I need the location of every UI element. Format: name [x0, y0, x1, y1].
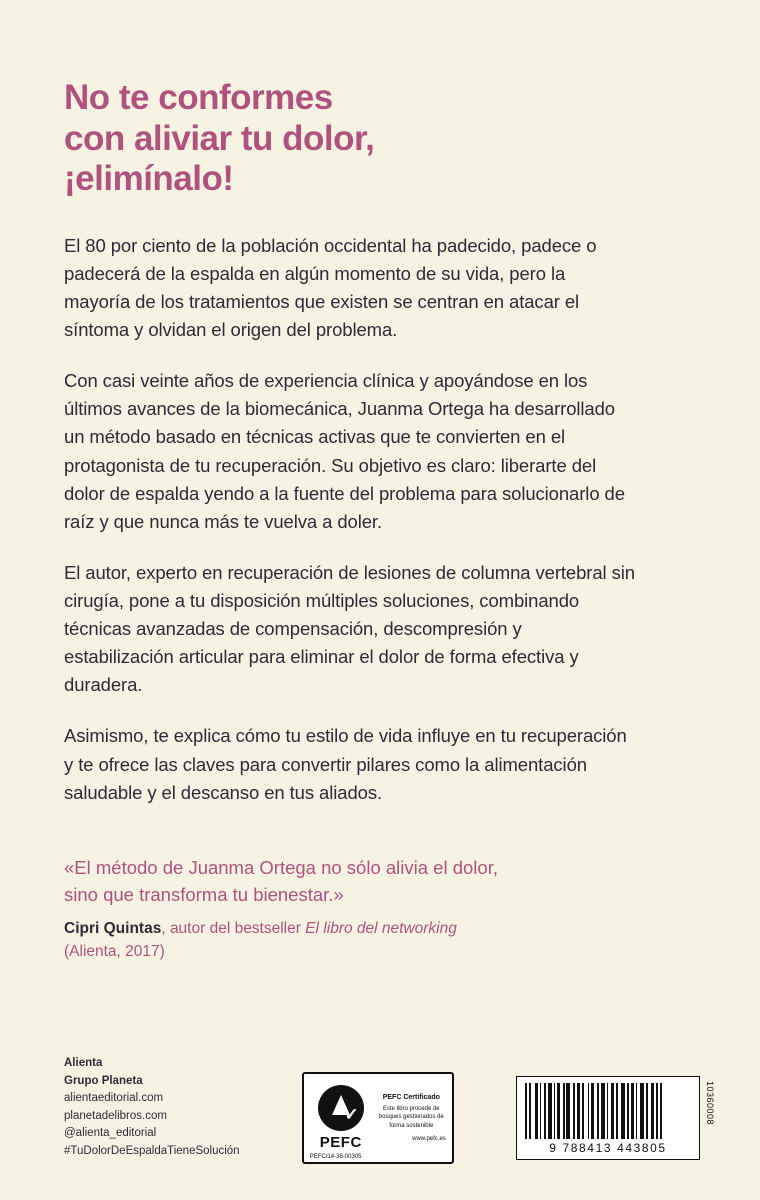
imprint-group: Grupo Planeta: [64, 1074, 143, 1087]
page-title: [64, 78, 624, 200]
blurb-quote-line-1: «El método de Juanma Ortega no sólo alivia el dolor,: [64, 856, 498, 878]
pefc-title: PEFC Certificado: [382, 1094, 440, 1102]
blurb-attribution: [64, 918, 644, 940]
imprint-name: Alienta: [64, 1057, 103, 1070]
imprint-website-1[interactable]: alientaeditorial.com: [64, 1092, 164, 1105]
endorsement-blurb: [64, 855, 644, 961]
blurb-quote: [64, 855, 644, 909]
pefc-bottom-row: [302, 1154, 454, 1160]
tree-check-icon: [318, 1085, 364, 1131]
headline-line-1: No te conformes: [64, 78, 333, 117]
pefc-code: PEFC/14-38-00305: [309, 1154, 362, 1160]
headline-line-2: con aliviar tu dolor,: [64, 118, 375, 158]
blurb-author-name: Cipri Quintas: [64, 920, 162, 938]
pefc-certification-block: [302, 1072, 454, 1160]
footer: [64, 1055, 720, 1160]
body-paragraph-4: Asimismo, te explica cómo tu estilo de vida influye en tu recuperación y te ofrece las claves para convertir pilares como la alimentación saludable y el descanso en tus aliados.: [64, 725, 627, 803]
check-icon: ✓: [344, 1105, 359, 1124]
imprint-social-handle[interactable]: @alienta_editorial: [64, 1127, 157, 1140]
imprint-website-2[interactable]: planetadelibros.com: [64, 1109, 167, 1122]
body-paragraph-1: El 80 por ciento de la población occidental ha padecido, padece o padecerá de la espalda en algún momento de su vida, pero la mayoría de los tratamientos que existen se centran en atacar el síntoma y olvidan el origen del problema.: [64, 234, 597, 341]
imprint-hashtag[interactable]: #TuDolorDeEspaldaTieneSolución: [64, 1144, 240, 1157]
body-paragraph-2: Con casi veinte años de experiencia clínica y apoyándose en los últimos avances de la biomecánica, Juanma Ortega ha desarrollado un método basado en técnicas activas que te convierten en el protagonista de tu recuperación. Su objetivo es claro: liberarte del dolor de espalda yendo a la fuente del problema para solucionarlo de raíz y que nunca más te vuelva a doler.: [64, 370, 625, 532]
blurb-quote-line-2: sino que transforma tu bienestar.»: [64, 883, 344, 905]
blurb-year: (Alienta, 2017): [64, 942, 165, 960]
blurb-attrib-lead: , autor del bestseller: [161, 920, 306, 938]
pefc-logo-right: [372, 1079, 446, 1157]
barcode-number: 9 788413 443805: [549, 1141, 667, 1155]
barcode-side-code: 10360008: [705, 1081, 715, 1126]
barcode-bars: [525, 1083, 691, 1139]
pefc-url: www.pefc.es: [412, 1135, 446, 1142]
barcode-block: [516, 1076, 715, 1160]
headline-line-3: ¡elimínalo!: [64, 159, 234, 199]
body-copy: [64, 232, 696, 807]
pefc-logo: [302, 1072, 454, 1164]
pefc-wordmark: PEFC: [319, 1134, 362, 1151]
pefc-description: Este libro procede de bosques gestionados de forma sostenible: [378, 1106, 444, 1129]
imprint-block: [64, 1055, 240, 1160]
body-paragraph-3: El autor, experto en recuperación de lesiones de columna vertebral sin cirugía, pone a tu disposición múltiples soluciones, combinando técnicas avanzadas de compensación, descompresión y estabilización articular para eliminar el dolor de forma efectiva y duradera.: [64, 561, 635, 696]
pefc-logo-left: [310, 1079, 372, 1157]
blurb-work-title: El libro del networking: [305, 920, 457, 938]
barcode: [516, 1076, 715, 1160]
